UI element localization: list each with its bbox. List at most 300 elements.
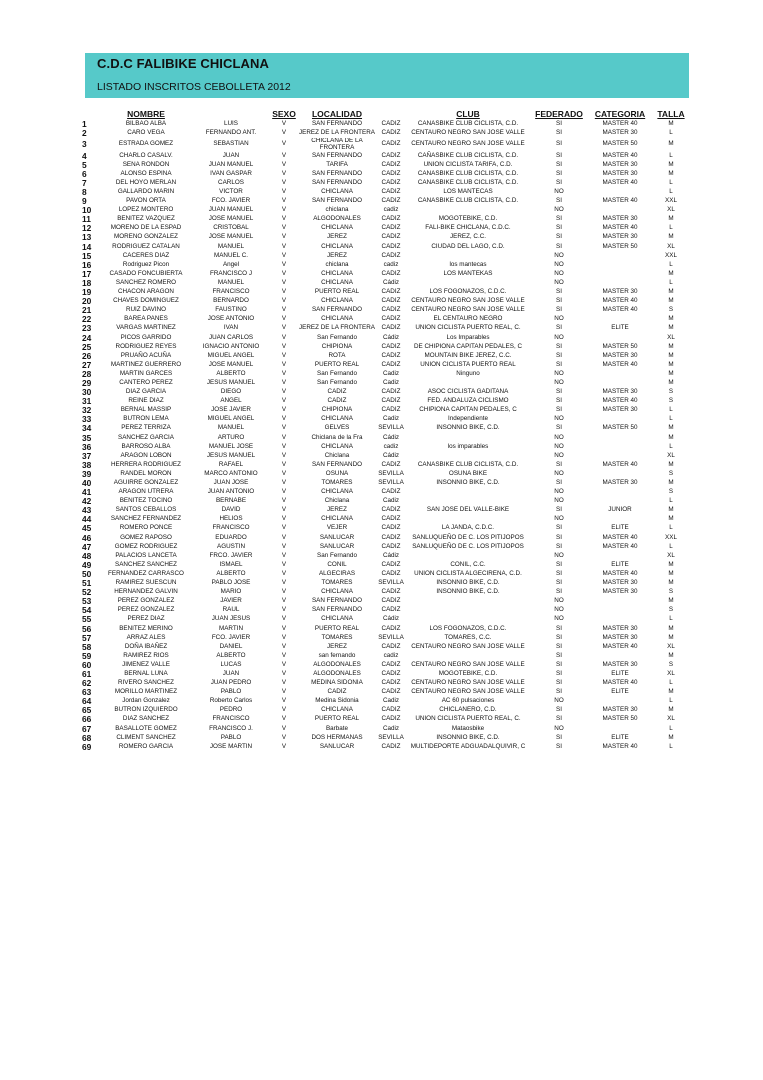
cell-localidad: CADIZ [327, 688, 347, 696]
cell-provincia: SEVILLA [378, 633, 404, 641]
cell-federado: SI [556, 569, 562, 577]
table-row [82, 515, 690, 524]
cell-talla: M [668, 433, 674, 441]
cell-apellidos: ROMERO PONCE [119, 524, 173, 532]
row-number: 43 [82, 506, 92, 516]
cell-club [406, 488, 530, 497]
cell-localidad: San Fernando [317, 369, 357, 377]
cell-club: INSONNIO BIKE, C.D. [436, 424, 500, 432]
table-row [82, 333, 690, 342]
cell-sexo: V [281, 442, 287, 450]
cell-apellidos: BERNAL MASSIP [120, 406, 172, 414]
cell-federado: SI [556, 624, 562, 632]
cell-categoria [588, 442, 652, 451]
cell-sexo: V [281, 688, 287, 696]
cell-apellidos: RAMIREZ RIOS [123, 651, 169, 659]
table-row [82, 524, 690, 533]
cell-club: SANLUQUEÑO DE C. LOS PITIJOPOS [412, 533, 524, 541]
table-row [82, 379, 690, 388]
row-number: 47 [82, 542, 92, 552]
row-number: 22 [82, 315, 92, 325]
cell-club [406, 652, 530, 661]
row-number: 55 [82, 615, 92, 625]
cell-club: MOGOTEBIKE, C.D. [438, 669, 498, 677]
cell-sexo: V [281, 360, 287, 368]
cell-federado: SI [556, 215, 562, 223]
cell-federado: SI [556, 524, 562, 532]
cell-localidad: Chiclana [324, 497, 350, 505]
cell-talla: S [668, 388, 674, 396]
cell-federado: NO [554, 260, 564, 268]
cell-localidad: CHICLANA [321, 442, 353, 450]
cell-localidad: TARIFA [326, 160, 348, 168]
row-number: 28 [82, 369, 92, 379]
cell-apellidos: SANCHEZ FERNANDEZ [110, 515, 182, 523]
cell-talla: L [669, 188, 673, 195]
cell-apellidos: MORENO GONZALEZ [113, 233, 179, 241]
cell-sexo: V [281, 160, 287, 168]
table-row [82, 506, 690, 515]
cell-club: CHICLANERO, C.D. [439, 706, 497, 714]
row-number: 8 [82, 187, 87, 197]
cell-provincia: CADIZ [381, 242, 401, 250]
cell-nombre: PABLO [220, 733, 242, 741]
cell-club: CAÑASBIKE CLUB CICLISTA, C.D. [417, 197, 519, 205]
cell-nombre: FRANCISCO J [210, 269, 252, 277]
cell-club: UNION CICLISTA PUERTO REAL, C. [415, 715, 521, 723]
cell-localidad: CHICLANA [321, 188, 353, 195]
cell-categoria [588, 724, 652, 733]
cell-federado: NO [554, 278, 564, 286]
cell-categoria [588, 615, 652, 624]
cell-provincia: Cádiz [382, 333, 400, 341]
cell-categoria [588, 379, 652, 388]
cell-apellidos: RODRIGUEZ CATALAN [112, 242, 180, 250]
cell-categoria: MASTER 30 [602, 633, 638, 641]
row-number: 64 [82, 697, 92, 707]
cell-sexo: V [281, 488, 287, 496]
cell-categoria: MASTER 40 [602, 151, 638, 159]
cell-club: JEREZ, C.C. [449, 233, 487, 241]
cell-nombre: JOSE MARTIN [209, 742, 253, 750]
table-row [82, 633, 690, 642]
column-header-sexo: SEXO [272, 109, 296, 119]
cell-nombre: FRCO. JAVIER [209, 551, 253, 559]
cell-nombre: ALBERTO [216, 569, 246, 577]
row-number: 23 [82, 324, 92, 334]
cell-provincia: SEVILLA [378, 479, 404, 486]
cell-club: CENTAURO NEGRO SAN JOSE VALLE [411, 688, 525, 696]
table-row [82, 679, 690, 688]
table-row [82, 652, 690, 661]
cell-sexo: V [281, 460, 287, 468]
cell-federado: NO [554, 469, 564, 477]
cell-apellidos: Jordan Gonzalez [122, 697, 170, 705]
cell-federado: SI [556, 688, 562, 696]
cell-talla: M [668, 633, 674, 641]
row-number: 5 [82, 160, 87, 170]
cell-categoria [588, 697, 652, 706]
table-row [82, 733, 690, 742]
cell-federado: SI [556, 140, 562, 148]
cell-localidad: SAN FERNANDO [311, 178, 363, 186]
cell-provincia: SEVILLA [378, 579, 404, 587]
cell-federado: SI [556, 242, 562, 250]
cell-talla: M [668, 369, 674, 377]
table-row [82, 351, 690, 360]
cell-apellidos: HERNANDEZ GALVIN [114, 588, 178, 596]
cell-sexo: V [281, 224, 287, 232]
cell-club: FALI-BIKE CHICLANA, C.D.C. [425, 224, 511, 232]
table-row [82, 306, 690, 315]
column-header-federado: FEDERADO [535, 109, 583, 119]
cell-provincia: CADIZ [381, 406, 401, 414]
table-row [82, 533, 690, 542]
table-row [82, 488, 690, 497]
cell-localidad: San Fernando [317, 333, 357, 341]
cell-federado: SI [556, 588, 562, 596]
cell-categoria: MASTER 40 [602, 120, 638, 128]
cell-categoria [588, 206, 652, 215]
cell-apellidos: RIVERO SANCHEZ [118, 679, 174, 687]
cell-categoria: MASTER 40 [602, 197, 638, 205]
cell-categoria: MASTER 30 [602, 351, 638, 359]
cell-localidad: ALGODONALES [313, 669, 361, 677]
cell-provincia: CADIZ [381, 315, 401, 323]
cell-apellidos: RAMIREZ SUESCUN [115, 579, 177, 587]
cell-federado: NO [554, 615, 564, 623]
cell-categoria [588, 488, 652, 497]
cell-nombre: JESUS MANUEL [206, 378, 256, 386]
cell-provincia: Cádiz [382, 615, 400, 623]
cell-apellidos: RODRIGUEZ REYES [115, 342, 177, 350]
cell-nombre: LUIS [224, 120, 238, 128]
cell-talla: M [668, 378, 674, 386]
cell-localidad: CHICLANA [321, 297, 353, 305]
cell-localidad: PUERTO REAL [314, 624, 360, 632]
cell-apellidos: CHARLO CASALV. [119, 151, 173, 159]
cell-localidad: SAN FERNANDO [311, 169, 363, 177]
cell-apellidos: BUTRON IZQUIERDO [114, 706, 178, 714]
cell-apellidos: DIAZ GARCIA [125, 388, 167, 396]
cell-apellidos: Rodriguez Picon [122, 260, 170, 268]
table-row [82, 138, 690, 151]
cell-nombre: JUAN MANUEL [208, 160, 254, 168]
cell-sexo: V [281, 178, 287, 186]
cell-federado: SI [556, 533, 562, 541]
cell-federado: NO [554, 378, 564, 386]
row-number: 17 [82, 269, 92, 279]
table-row [82, 160, 690, 169]
row-number: 62 [82, 678, 92, 688]
cell-localidad: CHICLANA [321, 242, 353, 250]
cell-provincia: CADIZ [381, 542, 401, 550]
cell-categoria: MASTER 30 [602, 588, 638, 596]
cell-localidad: San Fernando [317, 378, 357, 386]
cell-localidad: CHIPIONA [321, 406, 353, 414]
cell-club: EL CENTAURO NEGRO [433, 315, 503, 323]
cell-talla: M [668, 424, 674, 432]
cell-talla: M [668, 140, 674, 148]
cell-nombre: AGUSTIN [217, 542, 245, 550]
cell-sexo: V [281, 560, 287, 568]
cell-federado: NO [554, 415, 564, 423]
cell-apellidos: SANCHEZ GARCIA [118, 433, 174, 441]
cell-sexo: V [281, 260, 287, 268]
cell-federado: NO [554, 451, 564, 459]
row-number: 37 [82, 451, 92, 461]
row-number: 42 [82, 496, 92, 507]
cell-talla: L [669, 260, 673, 268]
cell-provincia: CADIZ [381, 169, 401, 177]
cell-categoria: ELITE [611, 688, 629, 696]
cell-nombre: SEBASTIAN [213, 140, 249, 148]
cell-federado: SI [556, 506, 562, 514]
cell-localidad: SANLUCAR [319, 742, 355, 750]
row-number: 52 [82, 587, 92, 597]
cell-sexo: V [281, 433, 287, 441]
cell-categoria: MASTER 50 [602, 342, 638, 350]
cell-sexo: V [281, 542, 287, 550]
cell-sexo: V [281, 306, 287, 314]
registrants-table [82, 109, 690, 752]
cell-talla: M [668, 706, 674, 714]
cell-federado: SI [556, 706, 562, 714]
cell-nombre: FRANCISCO [212, 288, 250, 296]
cell-apellidos: ARRAZ ALES [126, 633, 166, 641]
cell-categoria [588, 497, 652, 506]
cell-categoria: MASTER 40 [602, 360, 638, 368]
row-number: 31 [82, 396, 92, 406]
cell-categoria: MASTER 30 [602, 129, 638, 137]
cell-provincia: Cadiz [382, 415, 400, 423]
cell-nombre: MANUEL C. [213, 251, 249, 259]
cell-localidad: JEREZ DE LA FRONTERA [299, 324, 375, 332]
cell-talla: XL [667, 642, 675, 650]
cell-apellidos: ROMERO GARCIA [118, 742, 174, 750]
cell-nombre: RAUL [222, 606, 240, 614]
cell-federado: SI [556, 579, 562, 587]
cell-localidad: CHICLANA DE LA FRONTERA [311, 138, 363, 151]
row-number: 56 [82, 624, 92, 634]
table-row [82, 261, 690, 270]
cell-apellidos: PEREZ GONZALEZ [117, 606, 175, 614]
cell-provincia: CADIZ [381, 669, 401, 677]
cell-club: LA JANDA, C.D.C. [441, 524, 495, 532]
cell-talla: XL [667, 451, 675, 459]
cell-provincia: CADIZ [381, 251, 401, 259]
cell-club [406, 433, 530, 442]
cell-nombre: JUAN JOSE [213, 479, 249, 486]
cell-localidad: JEREZ [327, 642, 347, 650]
cell-provincia: CADIZ [381, 297, 401, 305]
cell-categoria: MASTER 40 [602, 542, 638, 550]
cell-localidad: VEJER [326, 524, 348, 532]
cell-categoria: MASTER 40 [602, 224, 638, 232]
cell-sexo: V [281, 269, 287, 277]
cell-categoria: MASTER 40 [602, 679, 638, 687]
table-row [82, 670, 690, 679]
cell-sexo: V [281, 724, 287, 732]
cell-talla: XL [667, 669, 675, 677]
cell-apellidos: GOMEZ RAPOSO [120, 533, 172, 541]
cell-talla: L [669, 129, 673, 137]
cell-talla: M [668, 342, 674, 350]
table-row [82, 188, 690, 197]
column-header-club: CLUB [456, 109, 480, 119]
cell-sexo: V [281, 615, 287, 623]
row-number: 35 [82, 433, 92, 443]
row-number: 46 [82, 533, 92, 543]
cell-sexo: V [281, 188, 287, 195]
cell-club: DE CHIPIONA CAPITAN PEDALES, C [413, 342, 522, 350]
cell-provincia: SEVILLA [378, 469, 404, 477]
cell-nombre: DIEGO [220, 388, 242, 396]
cell-categoria [588, 470, 652, 479]
cell-apellidos: GALLARDO MARIN [117, 188, 175, 195]
cell-nombre: IGNACIO ANTONIO [202, 342, 260, 350]
cell-club: MOGOTEBIKE, C.D. [438, 215, 498, 223]
cell-apellidos: CLIMENT SANCHEZ [116, 733, 176, 741]
cell-provincia: CADIZ [381, 160, 401, 168]
cell-provincia: CADIZ [381, 706, 401, 714]
cell-nombre: FERNANDO ANT. [205, 129, 257, 137]
cell-categoria [588, 315, 652, 324]
cell-sexo: V [281, 297, 287, 305]
cell-federado: NO [554, 597, 564, 605]
cell-sexo: V [281, 406, 287, 414]
row-number: 59 [82, 651, 92, 661]
row-number: 32 [82, 406, 92, 416]
cell-club: los mantecas [449, 260, 487, 268]
cell-localidad: ALGODONALES [313, 215, 361, 223]
cell-provincia: CADIZ [381, 140, 401, 148]
cell-federado: NO [554, 606, 564, 614]
cell-provincia: CADIZ [381, 606, 401, 614]
row-number: 24 [82, 333, 92, 343]
cell-provincia: Cádiz [382, 278, 400, 286]
cell-categoria [588, 261, 652, 270]
cell-provincia: CADIZ [381, 533, 401, 541]
cell-categoria [588, 333, 652, 342]
cell-apellidos: SANCHEZ SANCHEZ [115, 560, 177, 568]
cell-categoria: MASTER 50 [602, 715, 638, 723]
row-number: 7 [82, 178, 87, 188]
cell-nombre: JESUS MANUEL [206, 451, 256, 459]
row-number: 57 [82, 633, 92, 643]
cell-provincia: CADIZ [381, 224, 401, 232]
cell-federado: SI [556, 560, 562, 568]
cell-localidad: CHICLANA [321, 615, 353, 623]
cell-localidad: CADIZ [327, 388, 347, 396]
row-number: 49 [82, 560, 92, 570]
cell-talla: XL [667, 333, 675, 341]
cell-apellidos: ARAGÓN UTRERA [118, 488, 174, 496]
cell-federado: SI [556, 479, 562, 486]
cell-localidad: JEREZ [327, 251, 347, 259]
cell-club: LOS MANTECAS [443, 188, 493, 195]
cell-provincia: CADIZ [381, 642, 401, 650]
cell-talla: M [668, 569, 674, 577]
cell-sexo: V [281, 579, 287, 587]
cell-localidad: CHICLANA [321, 278, 353, 286]
cell-sexo: V [281, 706, 287, 714]
cell-talla: L [669, 615, 673, 623]
cell-club: AC 60 pulsaciones [441, 697, 495, 705]
table-row [82, 661, 690, 670]
table-row [82, 542, 690, 551]
cell-provincia: Cadiz [382, 369, 400, 377]
cell-nombre: IVAN [223, 324, 239, 332]
cell-nombre: MANUEL JOSE [208, 442, 254, 450]
cell-provincia: CADIZ [381, 597, 401, 605]
cell-federado: SI [556, 224, 562, 232]
cell-club: UNION CICLISTA PUERTO REAL [420, 360, 516, 368]
cell-federado: SI [556, 178, 562, 186]
cell-nombre: JUAN [222, 151, 240, 159]
cell-sexo: V [281, 660, 287, 668]
cell-provincia: CADIZ [381, 688, 401, 696]
table-row [82, 442, 690, 451]
cell-sexo: V [281, 742, 287, 750]
cell-talla: L [669, 415, 673, 423]
cell-federado: SI [556, 742, 562, 750]
cell-localidad: CONIL [327, 560, 347, 568]
cell-localidad: JEREZ [327, 506, 347, 514]
cell-localidad: CHICLANA [321, 315, 353, 323]
cell-sexo: V [281, 140, 287, 148]
cell-club: LOS FOGONAZOS, C.D.C. [429, 624, 507, 632]
row-number: 66 [82, 715, 92, 725]
cell-talla: L [669, 442, 673, 450]
cell-nombre: RAFAEL [218, 460, 244, 468]
cell-federado: SI [556, 397, 562, 405]
row-number: 14 [82, 242, 92, 252]
cell-provincia: CADIZ [381, 197, 401, 205]
cell-sexo: V [281, 497, 287, 505]
cell-federado: NO [554, 497, 564, 505]
cell-federado: SI [556, 715, 562, 723]
cell-localidad: SANLUCAR [319, 542, 355, 550]
cell-localidad: Medina Sidonia [315, 697, 359, 705]
table-row [82, 361, 690, 370]
row-number: 60 [82, 660, 92, 670]
cell-nombre: CARLOS [218, 178, 244, 186]
cell-localidad: Chiclana [324, 451, 350, 459]
cell-talla: XXL [665, 251, 677, 259]
cell-categoria: MASTER 30 [602, 215, 638, 223]
cell-localidad: CHICLANA [321, 706, 353, 714]
cell-provincia: CADIZ [381, 188, 401, 195]
cell-club: Independiente [448, 415, 488, 423]
table-row [82, 251, 690, 260]
cell-localidad: SAN FERNANDO [311, 151, 363, 159]
row-number: 68 [82, 733, 92, 743]
cell-apellidos: ALONSO ESPINA [120, 169, 172, 177]
column-header-talla: TALLA [657, 109, 685, 119]
cell-club: CENTAURO NEGRO SAN JOSE VALLE [411, 297, 525, 305]
cell-club: SAN JOSE DEL VALLE-BIKE [426, 506, 510, 514]
cell-nombre: ALBERTO [216, 369, 246, 377]
cell-sexo: V [281, 515, 287, 523]
cell-nombre: BERNARDO [213, 297, 249, 305]
cell-club [406, 552, 530, 561]
cell-talla: M [668, 479, 674, 486]
cell-nombre: DAVID [221, 506, 241, 514]
cell-apellidos: PICOS GARRIDO [120, 333, 172, 341]
cell-nombre: FRANCISCO [212, 524, 250, 532]
cell-localidad: Barbate [325, 724, 349, 732]
